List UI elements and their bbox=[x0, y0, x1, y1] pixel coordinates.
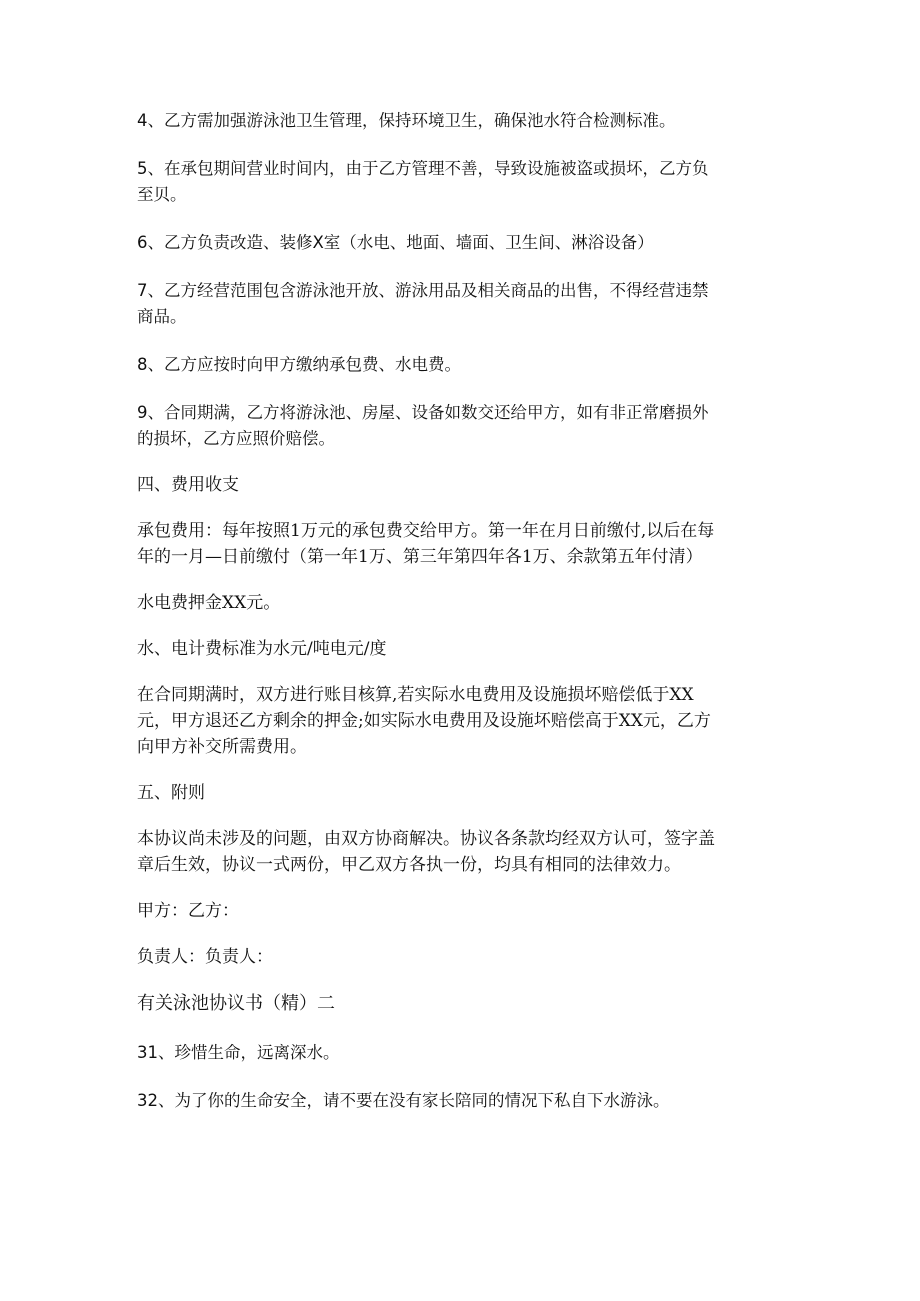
fee-text: 承包费用：每年按照1万元的承包费交给甲方。第一年在月日前缴付,以后在每 年的一月—日前缴付（第一年1万、第三年第四年各1万、余款第五年付清） bbox=[137, 521, 715, 567]
document-page bbox=[137, 108, 785, 1114]
appendix-text: 本协议尚未涉及的问题，由双方协商解决。协议各条款均经双方认可，签字盖 章后生效，协议一式两份，甲乙双方各执一份，均具有相同的法律效力。 bbox=[137, 829, 715, 875]
clause-4: 4、乙方需加强游泳池卫生管理，保持环境卫生，确保池水符合检测标准。 bbox=[137, 111, 676, 130]
settlement-text: 在合同期满时，双方进行账目核算,若实际水电费用及设施损坏赔偿低于XX 元，甲方退还乙方剩余的押金;如实际水电费用及设施坏赔偿高于XX元，乙方 向甲方补交所需费用。 bbox=[137, 685, 711, 757]
clause-8: 8、乙方应按时向甲方缴纳承包费、水电费。 bbox=[137, 355, 461, 374]
rule-31: 31、珍惜生命，远离深水。 bbox=[137, 1043, 340, 1062]
clause-6: 6、乙方负责改造、装修X室（水电、地面、墙面、卫生间、淋浴设备） bbox=[137, 233, 654, 252]
parties-line: 甲方：乙方： bbox=[137, 901, 239, 921]
rate-text: 水、电计费标准为水元/吨电元/度 bbox=[137, 639, 387, 659]
deposit-text: 水电费押金XX元。 bbox=[137, 593, 281, 613]
section-4-title: 四、费用收支 bbox=[137, 475, 239, 495]
clause-9: 9、合同期满，乙方将游泳池、房屋、设备如数交还给甲方，如有非正常磨损外 的损坏，乙方应照价赔偿。 bbox=[137, 403, 709, 448]
clause-7: 7、乙方经营范围包含游泳池开放、游泳用品及相关商品的出售，不得经营违禁 商品。 bbox=[137, 281, 709, 326]
clause-5: 5、在承包期间营业时间内，由于乙方管理不善，导致设施被盗或损坏，乙方负 至贝。 bbox=[137, 159, 709, 204]
section-5-title: 五、附则 bbox=[137, 783, 205, 803]
responsible-line: 负责人：负责人： bbox=[137, 947, 273, 967]
rule-32: 32、为了你的生命安全，请不要在没有家长陪同的情况下私自下水游泳。 bbox=[137, 1091, 670, 1110]
document-title-2: 有关泳池协议书（精）二 bbox=[137, 993, 335, 1014]
